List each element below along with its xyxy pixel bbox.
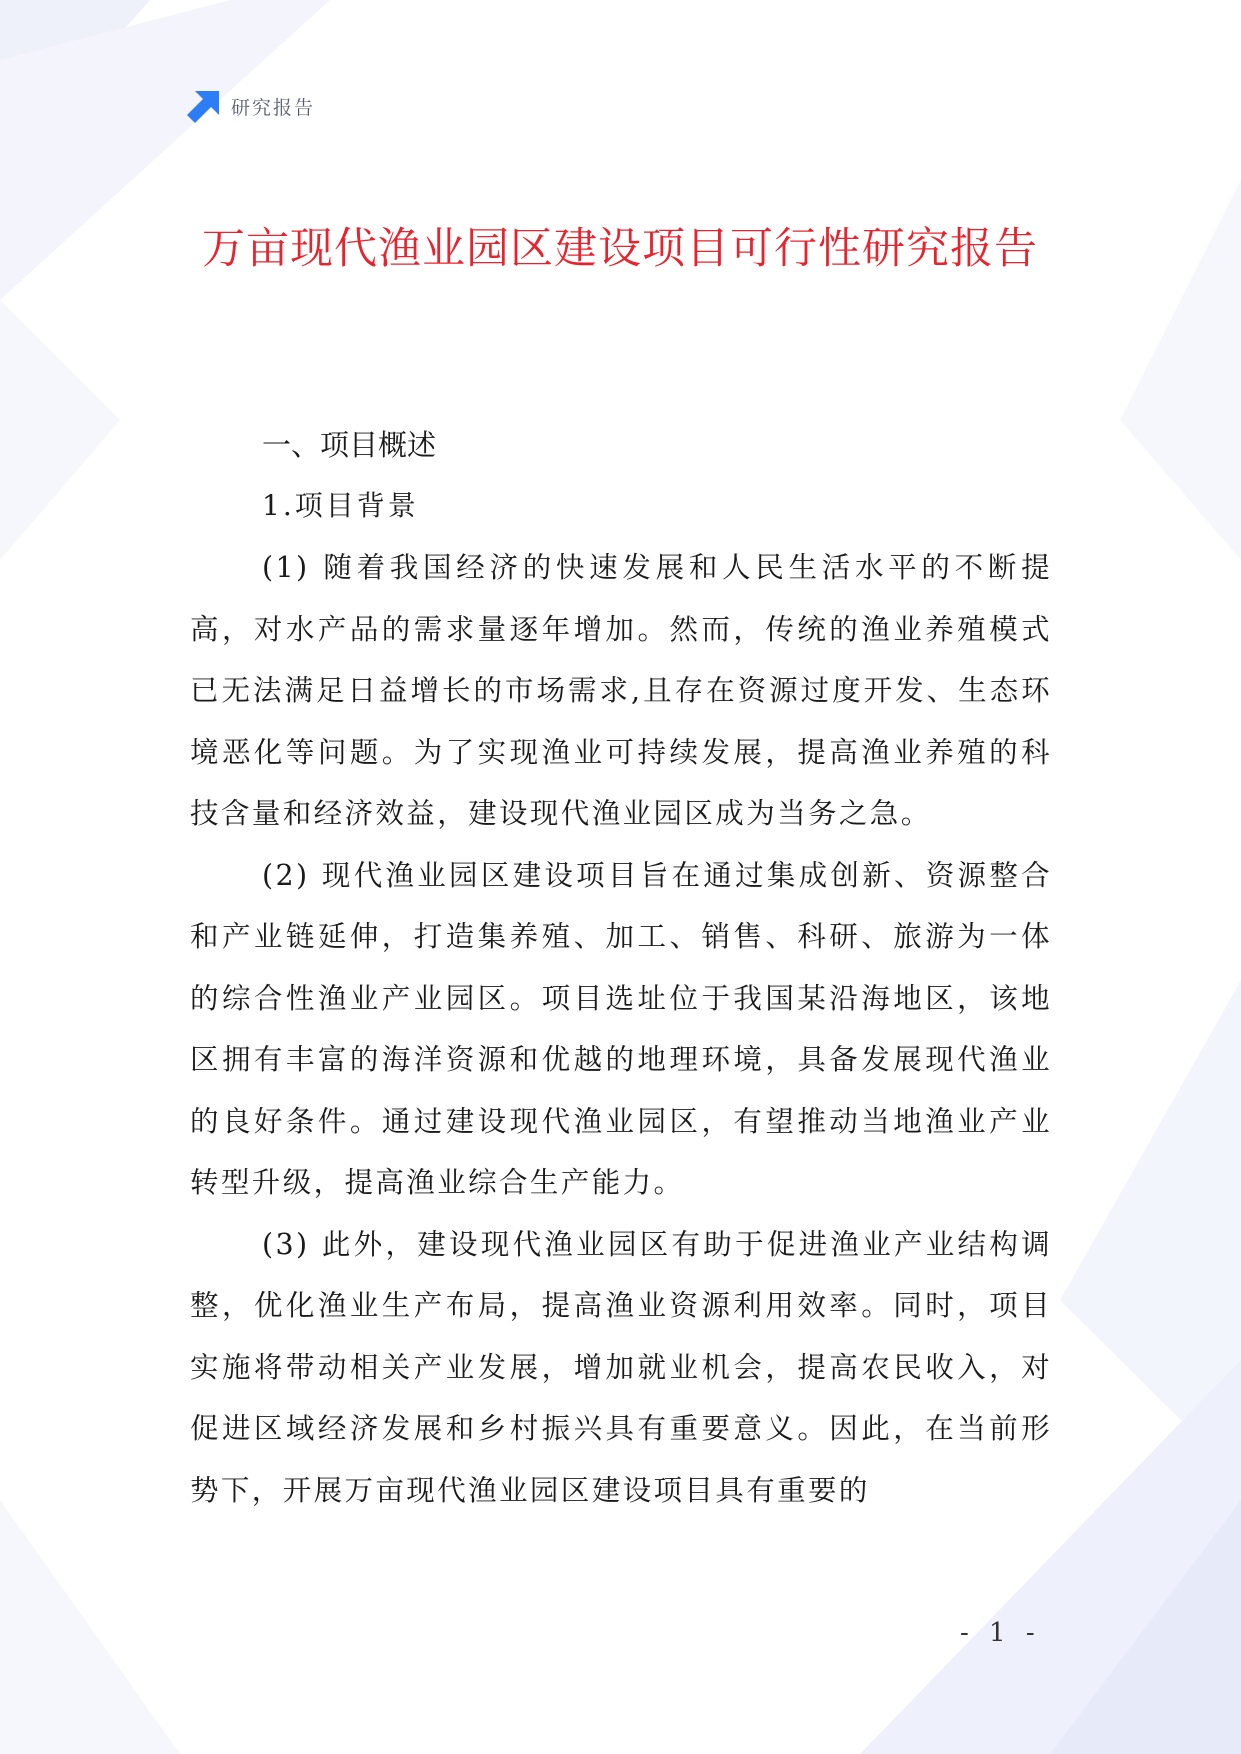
page-number: - 1 - — [960, 1618, 1041, 1648]
section-heading: 一、项目概述 — [262, 428, 437, 462]
paragraph: (1) 随着我国经济的快速发展和人民生活水平的不断提高，对水产品的需求量逐年增加。然而，传统的渔业养殖模式已无法满足日益增长的市场需求,且存在资源过度开发、生态环境恶化等问题。为了实现渔业可持续发展，提高渔业养殖的科技含量和经济效益，建设现代渔业园区成为当务之急。 — [190, 551, 1052, 830]
paragraph: (2) 现代渔业园区建设项目旨在通过集成创新、资源整合和产业链延伸，打造集养殖、加工、销售、科研、旅游为一体的综合性渔业产业园区。项目选址位于我国某沿海地区，该地区拥有丰富的海洋资源和优越的地理环境，具备发展现代渔业的良好条件。通过建设现代渔业园区，有望推动当地渔业产业转型升级，提高渔业综合生产能力。 — [190, 858, 1052, 1199]
document-title: 万亩现代渔业园区建设项目可行性研究报告 — [202, 224, 1038, 274]
sub-heading: 1.项目背景 — [262, 489, 419, 522]
document-header — [187, 88, 315, 124]
document-body — [190, 415, 1052, 1521]
arrow-up-right-icon — [187, 89, 221, 123]
header-label: 研究报告 — [231, 96, 316, 119]
paragraph: (3) 此外，建设现代渔业园区有助于促进渔业产业结构调整，优化渔业生产布局，提高渔业资源利用效率。同时，项目实施将带动相关产业发展，增加就业机会，提高农民收入，对促进区域经济发展和乡村振兴具有重要意义。因此，在当前形势下，开展万亩现代渔业园区建设项目具有重要的 — [190, 1227, 1052, 1507]
